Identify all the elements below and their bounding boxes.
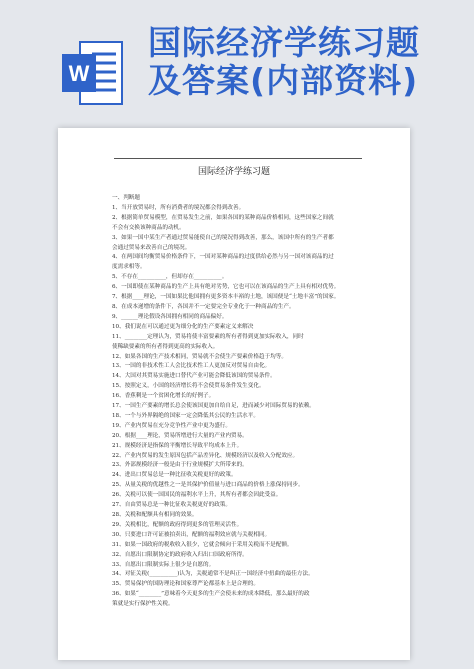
document-line: 24、进出口贸易总是一种比征收关税更好的政策。 xyxy=(112,472,237,479)
document-line: 11、________定理认为，贸易将使丰富要素的所有者得到更加实际收入，同时 xyxy=(112,333,304,340)
document-line: 31、如果一国政府的税收收入很少，它就会倾向于采用关税而不是配额。 xyxy=(112,541,293,548)
document-line: 一、判断题 xyxy=(112,195,140,201)
document-line: 1、当开放贸易时，所有消费者的境况都会得到改善。 xyxy=(112,204,245,211)
document-line: 3、如果一国中某生产者通过贸易能使自己的境况得到改善，那么，该国中所有的生产者都 xyxy=(112,234,334,241)
document-line: 使稀缺要素的所有者得到更高的实际收入。 xyxy=(112,343,219,350)
document-line: 36、如果“________”意味着今天更多的生产会使未来的成本降低，那么最好的政 xyxy=(112,591,310,598)
document-line: 4、在两国间均衡贸易价格条件下，一国对某种商品的过度供给必然与另一国对该商品的过 xyxy=(112,254,334,261)
document-line: 29、关税相比，配额的政府得到更多的管理灵活性。 xyxy=(112,521,243,528)
document-line: 14、大国对其贸易实施进口替代产业可能会降低该国的贸易条件。 xyxy=(112,373,276,380)
document-line: 10、我们说在可以通过更为细分化的生产要素定义来解决 xyxy=(112,323,254,330)
banner-title-line: 国际经济学练习题 xyxy=(148,23,420,62)
banner-title-line: 及答案(内部资料) xyxy=(148,61,419,100)
document-line: 9、______理论假设各国拥有相同的商品偏好。 xyxy=(112,313,228,320)
document-line: 30、只要进口许可证被拍卖出，配额的福利效应就与关税相同。 xyxy=(112,531,271,538)
document-line: 28、关税和配额具有相同的效果。 xyxy=(112,512,198,518)
document-line: 2、根据简单贸易模型，在贸易发生之前，如果各国的某种商品价格相同，这些国家之间就 xyxy=(112,214,334,221)
document-line: 22、产业内贸易的发生原因包括产品差异化、规模经济以及收入分配效应。 xyxy=(112,452,299,459)
document-line: 19、产业内贸易在充分竞争性产业中更为盛行。 xyxy=(112,422,231,429)
document-line: 17、一国生产要素的增长总会使该国更加自给自足，进而减少对国际贸易的依赖。 xyxy=(112,403,315,410)
document-page xyxy=(58,128,410,660)
document-line: 13、一国的非技术性工人会比技术性工人更加反对贸易自由化。 xyxy=(112,363,271,370)
document-line: 18、一个与外界隔绝的国家一定会降低其公民的生活水平。 xyxy=(112,412,259,419)
document-line: 6、一国即使在某种商品的生产上具有绝对劣势，它也可以在该商品的生产上具有相对优势。 xyxy=(112,284,340,291)
document-line: 15、按照定义，小国的经济增长将不会使贸易条件发生变化。 xyxy=(112,383,265,390)
document-line: 32、自愿出口限制协定的政府收入归出口国政府所得。 xyxy=(112,551,248,558)
document-line: 不会有交换该种商品的动机。 xyxy=(112,224,185,231)
document-line: 23、外部规模经济一般是由于行业规模扩大所带来的。 xyxy=(112,462,248,469)
document-line: 策就是实行保护性关税。 xyxy=(112,601,174,608)
document-line: 27、自由贸易总是一种比征收关税更好的政策。 xyxy=(112,502,231,509)
document-line: 会通过贸易来改善自己的境况。 xyxy=(112,244,191,251)
document-line: 33、自愿出口限制实际上很少是自愿的。 xyxy=(112,561,215,568)
logo-letter: W xyxy=(68,61,90,86)
document-line: 35、贸易保护的国防理论和国家尊严论都基本上是合理的。 xyxy=(112,581,259,588)
document-line: 16、香蕉剩是一个贫困化增长的好例子。 xyxy=(112,393,215,400)
document-line: 12、如果各国的生产技术相同，贸易就不会使生产要素价格趋于均等。 xyxy=(112,353,287,360)
banner-title xyxy=(148,24,468,100)
document-heading: 国际经济学练习题 xyxy=(197,167,270,177)
document-line: 7、根据____理论，一国如果比他国拥有更多资本丰裕的土地，该国便是“土地丰富”的国家。 xyxy=(112,294,340,301)
document-line: 20、根据____理论，贸易所增进行大量的产业内贸易。 xyxy=(112,432,248,439)
header-rule xyxy=(114,158,362,159)
document-line: 8、在成本递增的条件下，各国并不一定要完全专业化于一种商品的生产。 xyxy=(112,303,295,310)
document-line: 34、对征关税(__________)认为，关税通常不是纠正一国经济中扭曲的最佳方法。 xyxy=(112,571,314,578)
document-line: 5、不存在__________，但却存在__________。 xyxy=(112,274,228,281)
word-document-icon xyxy=(62,40,124,106)
document-line: 度需求相等。 xyxy=(112,264,146,271)
banner xyxy=(0,0,474,125)
document-line: 26、关税可以使一国国民的福利水平上升，其所有者都会因此受益。 xyxy=(112,492,282,499)
document-line: 25、从量关税的优越性之一是其保护价值量与进口商品的价格上涨保持同步。 xyxy=(112,482,304,489)
document-line: 21、规模经济是指保的平衡增长导致平均成本上升。 xyxy=(112,442,243,449)
document-body xyxy=(112,194,374,610)
